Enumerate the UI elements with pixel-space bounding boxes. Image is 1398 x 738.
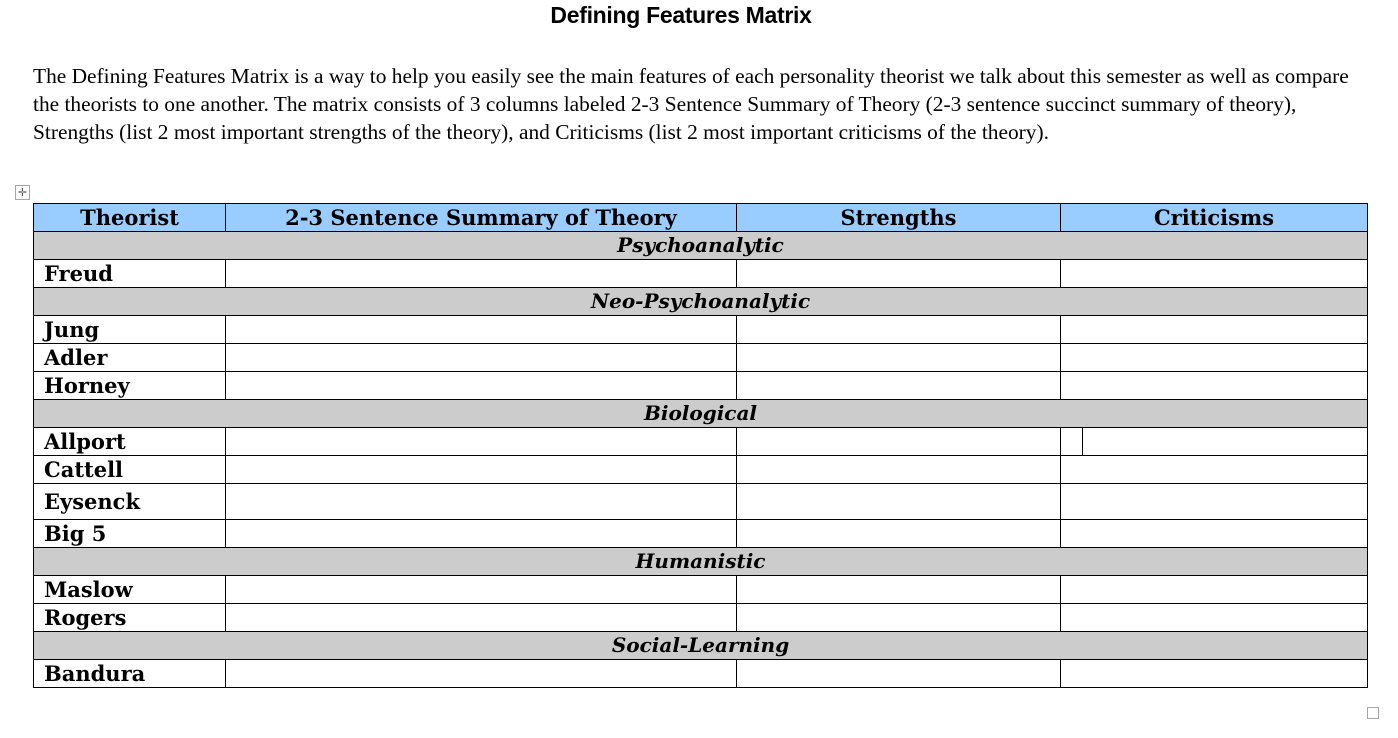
strengths-cell[interactable] (737, 660, 1061, 688)
theorist-name: Horney (34, 372, 226, 400)
strengths-cell[interactable] (737, 344, 1061, 372)
theorist-name: Adler (34, 344, 226, 372)
strengths-cell[interactable] (737, 456, 1061, 484)
category-label: Humanistic (34, 548, 1368, 576)
criticisms-cell[interactable] (1061, 316, 1368, 344)
strengths-cell[interactable] (737, 428, 1061, 456)
theorist-name: Allport (34, 428, 226, 456)
table-move-handle-icon[interactable]: ✛ (15, 185, 30, 200)
table-row-allport (34, 428, 1368, 456)
criticisms-cell[interactable] (1061, 660, 1368, 688)
criticisms-cell[interactable] (1061, 456, 1368, 484)
category-row-neo-psychoanalytic (34, 288, 1368, 316)
summary-cell[interactable] (226, 344, 737, 372)
criticisms-cell[interactable] (1061, 520, 1368, 548)
summary-cell[interactable] (226, 576, 737, 604)
summary-cell[interactable] (226, 372, 737, 400)
criticisms-cell[interactable] (1061, 576, 1368, 604)
strengths-cell[interactable] (737, 372, 1061, 400)
theorist-name: Cattell (34, 456, 226, 484)
summary-cell[interactable] (226, 316, 737, 344)
table-row-big-5 (34, 520, 1368, 548)
summary-cell[interactable] (226, 520, 737, 548)
criticisms-cell[interactable] (1061, 344, 1368, 372)
document-title: Defining Features Matrix (550, 2, 812, 28)
theorist-name: Bandura (34, 660, 226, 688)
narrow-subcell[interactable] (1071, 428, 1083, 455)
category-row-social-learning (34, 632, 1368, 660)
theorist-name: Big 5 (34, 520, 226, 548)
column-header-summary: 2-3 Sentence Summary of Theory (226, 204, 737, 232)
summary-cell[interactable] (226, 484, 737, 520)
intro-paragraph: The Defining Features Matrix is a way to help you easily see the main features of each personality theorist we talk about this semester as well as compare the theorists to one another. The matrix consists of 3 columns labeled 2-3 Sentence Summary of Theory (2-3 sentence succinct summary of theory), Strengths (list 2 most important strengths of the theory), and Criticisms (list 2 most important criticisms of the theory). (33, 64, 1349, 144)
category-row-psychoanalytic (34, 232, 1368, 260)
category-label: Biological (34, 400, 1368, 428)
table-row-bandura (34, 660, 1368, 688)
criticisms-cell[interactable] (1061, 372, 1368, 400)
summary-cell[interactable] (226, 428, 737, 456)
table-row-cattell (34, 456, 1368, 484)
table-row-jung (34, 316, 1368, 344)
theorist-name: Jung (34, 316, 226, 344)
table-row-horney (34, 372, 1368, 400)
category-label: Psychoanalytic (34, 232, 1368, 260)
strengths-cell[interactable] (737, 260, 1061, 288)
summary-cell[interactable] (226, 604, 737, 632)
table-row-eysenck (34, 484, 1368, 520)
theorist-name: Freud (34, 260, 226, 288)
table-row-freud (34, 260, 1368, 288)
category-row-biological (34, 400, 1368, 428)
table-resize-handle-icon[interactable] (1367, 707, 1379, 719)
category-label: Neo-Psychoanalytic (34, 288, 1368, 316)
header-row (34, 204, 1368, 232)
summary-cell[interactable] (226, 660, 737, 688)
category-label: Social-Learning (34, 632, 1368, 660)
defining-features-table (33, 203, 1368, 688)
table-row-adler (34, 344, 1368, 372)
column-header-strengths: Strengths (737, 204, 1061, 232)
column-header-criticisms: Criticisms (1061, 204, 1368, 232)
table-row-maslow (34, 576, 1368, 604)
column-header-theorist: Theorist (34, 204, 226, 232)
category-row-humanistic (34, 548, 1368, 576)
criticisms-cell[interactable] (1061, 604, 1368, 632)
strengths-cell[interactable] (737, 484, 1061, 520)
theorist-name: Rogers (34, 604, 226, 632)
table-row-rogers (34, 604, 1368, 632)
wide-subcell[interactable] (1083, 428, 1357, 455)
strengths-cell[interactable] (737, 576, 1061, 604)
strengths-cell[interactable] (737, 520, 1061, 548)
theorist-name: Eysenck (34, 484, 226, 520)
theorist-name: Maslow (34, 576, 226, 604)
strengths-cell[interactable] (737, 316, 1061, 344)
strengths-cell[interactable] (737, 604, 1061, 632)
criticisms-cell[interactable] (1061, 428, 1368, 456)
summary-cell[interactable] (226, 456, 737, 484)
split-cell (1071, 428, 1357, 455)
summary-cell[interactable] (226, 260, 737, 288)
criticisms-cell[interactable] (1061, 260, 1368, 288)
criticisms-cell[interactable] (1061, 484, 1368, 520)
